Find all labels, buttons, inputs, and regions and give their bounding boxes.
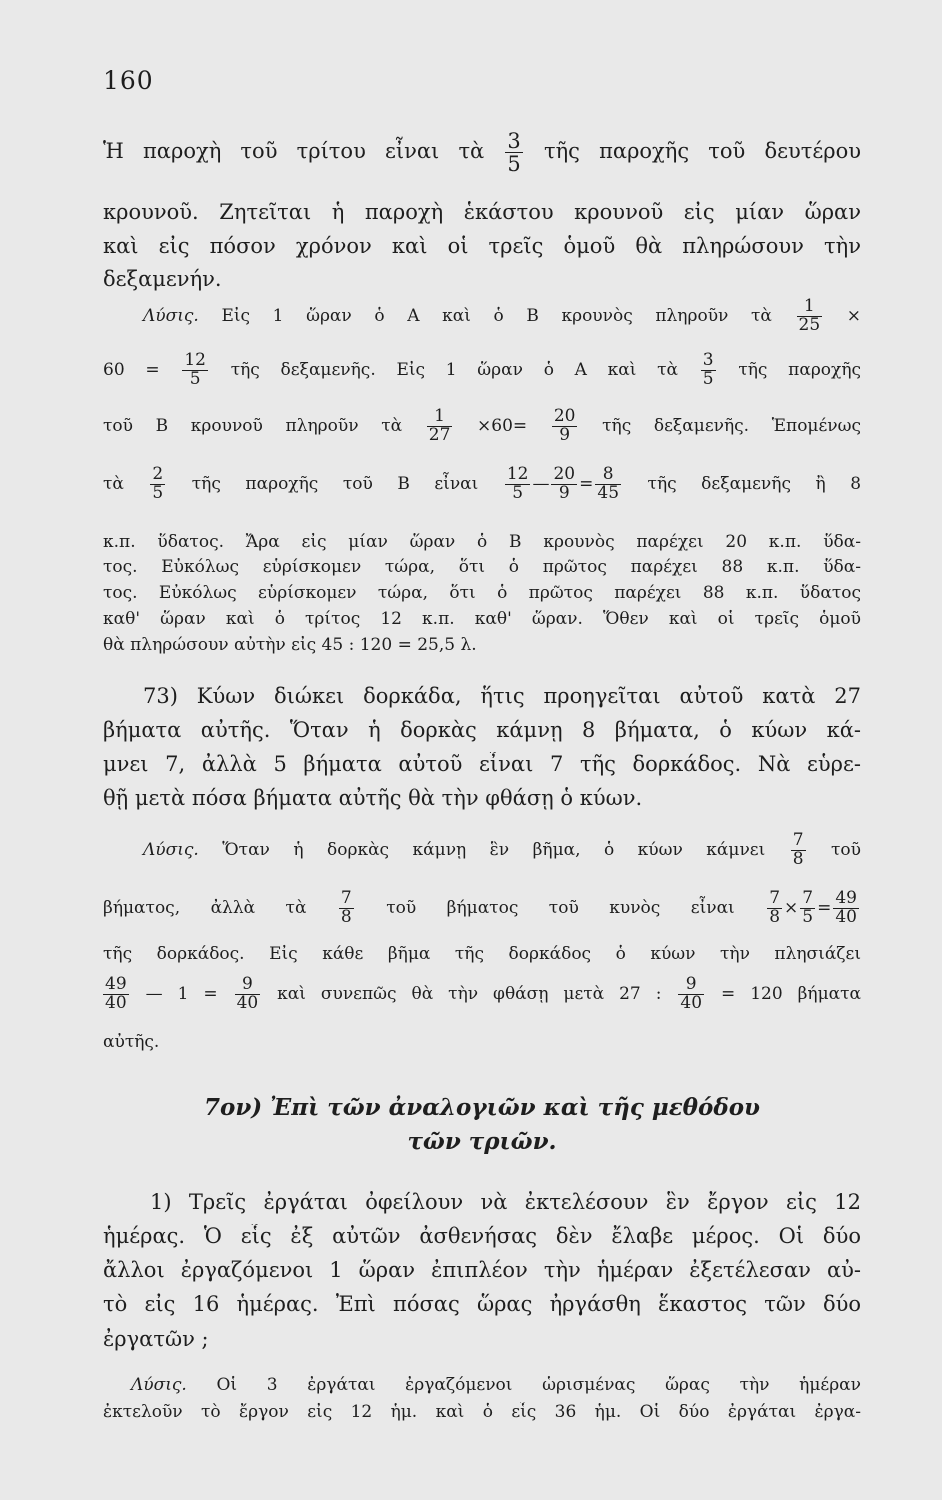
text-line [103, 352, 861, 389]
text-span: καὶ συνεπῶς θὰ τὴν φθάσῃ μετὰ 27 : [277, 983, 662, 1004]
denominator: 40 [105, 992, 127, 1013]
denominator: 5 [507, 152, 521, 176]
denominator: 9 [551, 484, 577, 503]
fraction [339, 890, 354, 927]
fraction [505, 130, 522, 175]
text-line: τος. Εὐκόλως εὑρίσκομεν τώρα, ὅτι ὁ πρῶτος παρέχει 88 κ.π. ὕδα- [103, 557, 861, 577]
text-line [103, 832, 861, 869]
text-span: Ὅταν ἡ δορκὰς κάμνῃ ἓν βῆμα, ὁ κύων κάμνει [222, 839, 766, 860]
fraction [552, 408, 578, 445]
text-span: τῆς δεξαμενῆς ἢ 8 [647, 473, 861, 494]
denominator: 8 [769, 906, 781, 927]
numerator: 20 [553, 466, 576, 484]
numerator: 1 [803, 298, 815, 316]
text-span: τοῦ Β κρουνοῦ πληροῦν τὰ [103, 415, 403, 436]
text-span: τῆς δεξαμενῆς. Ἑπομένως [602, 415, 861, 436]
fraction [701, 352, 716, 389]
fraction [505, 466, 531, 503]
text-line: βήματα αὐτῆς. Ὅταν ἡ δορκὰς κάμνῃ 8 βήματα, ὁ κύων κά- [103, 718, 861, 742]
text-line: 73) Κύων διώκει δορκάδα, ἥτις προηγεῖται αὐτοῦ κατὰ 27 [143, 684, 861, 708]
fraction [678, 976, 704, 1013]
solution-label: Λύσις. [143, 839, 199, 860]
fraction [551, 466, 577, 503]
text-span: — 1 = [145, 983, 218, 1004]
denominator: 40 [236, 992, 259, 1013]
text-line: ἐργατῶν ; [103, 1327, 209, 1351]
text-span: 60 = [103, 359, 160, 380]
fraction [767, 890, 782, 927]
fraction [427, 408, 453, 445]
numerator: 12 [506, 466, 529, 484]
text-span: ×60= [477, 415, 528, 436]
denominator: 5 [505, 484, 531, 503]
section-title-line-1: 7ον) Ἐπὶ τῶν ἀναλογιῶν καὶ τῆς μεθόδου [203, 1094, 761, 1121]
text-line [103, 976, 861, 1013]
fraction [800, 890, 815, 927]
text-line [103, 466, 861, 503]
text-line: 1) Τρεῖς ἐργάται ὀφείλουν νὰ ἐκτελέσουν ἓν ἔργον εἰς 12 [150, 1190, 861, 1214]
solution-label: Λύσις. [143, 305, 199, 326]
numerator: 1 [434, 408, 445, 426]
numerator: 7 [340, 890, 352, 908]
fraction [150, 466, 165, 503]
text-span: τῆς παροχῆς τοῦ δευτέρου [543, 139, 861, 164]
text-span: τοῦ [831, 839, 861, 860]
fraction [791, 832, 806, 869]
section-title-line-2: τῶν τριῶν. [407, 1128, 557, 1155]
numerator: 3 [702, 352, 714, 370]
text-span: τῆς παροχῆς [738, 359, 861, 380]
text-span: βήματος, ἀλλὰ τὰ [103, 897, 307, 918]
numerator: 3 [507, 130, 521, 153]
text-line: θῇ μετὰ πόσα βήματα αὐτῆς θὰ τὴν φθάσῃ ὁ κύων. [103, 786, 643, 810]
text-span: — [532, 473, 550, 494]
numerator: 9 [241, 976, 253, 994]
denominator: 8 [340, 906, 352, 927]
numerator: 12 [184, 352, 206, 370]
text-line: μνει 7, ἀλλὰ 5 βήματα αὐτοῦ εἶναι 7 τῆς δορκάδος. Νὰ εὑρε- [103, 752, 861, 776]
text-line: τῆς δορκάδος. Εἰς κάθε βῆμα τῆς δορκάδος ὁ κύων τὴν πλησιάζει [103, 944, 861, 964]
text-line [103, 408, 861, 445]
fraction [182, 352, 208, 389]
denominator: 5 [702, 368, 714, 389]
text-span: Εἰς 1 ὥραν ὁ Α καὶ ὁ Β κρουνὸς πληροῦν τὰ [221, 305, 772, 326]
text-span: = [817, 897, 832, 918]
text-line: τος. Εὐκόλως εὑρίσκομεν τώρα, ὅτι ὁ πρῶτος παρέχει 88 κ.π. ὕδατος [103, 583, 861, 603]
text-span: × [784, 897, 799, 918]
text-line: θὰ πληρώσουν αὐτὴν εἰς 45 : 120 = 25,5 λ. [103, 635, 477, 655]
denominator: 45 [597, 482, 620, 503]
numerator: 7 [792, 832, 804, 850]
text-line: δεξαμενήν. [103, 267, 222, 291]
denominator: 5 [802, 906, 814, 927]
text-span: = [579, 473, 594, 494]
text-span: Ἡ παροχὴ τοῦ τρίτου εἶναι τὰ [103, 139, 485, 164]
text-span: τῆς δεξαμενῆς. Εἰς 1 ὥραν ὁ Α καὶ τὰ [230, 359, 679, 380]
numerator: 9 [685, 976, 697, 994]
denominator: 5 [182, 370, 208, 389]
text-span: τῆς παροχῆς τοῦ Β εἶναι [191, 473, 479, 494]
text-span: τὰ [103, 473, 124, 494]
text-line: αὐτῆς. [103, 1032, 160, 1052]
numerator: 7 [802, 890, 814, 908]
solution-label: Λύσις. [131, 1375, 187, 1395]
text-line [103, 1375, 861, 1395]
denominator: 9 [552, 426, 578, 445]
text-line: καὶ εἰς πόσον χρόνον καὶ οἱ τρεῖς ὁμοῦ θὰ πληρώσουν τὴν [103, 234, 861, 258]
numerator: 49 [105, 976, 127, 994]
text-line [103, 890, 861, 927]
text-line: κρουνοῦ. Ζητεῖται ἡ παροχὴ ἑκάστου κρουνοῦ εἰς μίαν ὥραν [103, 200, 861, 224]
denominator: 25 [798, 314, 821, 335]
text-line [103, 298, 861, 335]
text-line [103, 130, 861, 175]
text-line: ἄλλοι ἐργαζόμενοι 1 ὥραν ἐπιπλέον τὴν ἡμέραν ἐξετέλεσαν αὐ- [103, 1258, 861, 1282]
denominator: 8 [792, 848, 804, 869]
numerator: 20 [553, 408, 576, 426]
denominator: 5 [152, 482, 164, 503]
numerator: 7 [769, 890, 781, 908]
text-span: = 120 βήματα [721, 983, 861, 1004]
denominator: 27 [428, 424, 451, 445]
numerator: 2 [152, 466, 164, 484]
text-span: Οἱ 3 ἐργάται ἐργαζόμενοι ὡρισμένας ὥρας τὴν ἡμέραν [216, 1375, 861, 1395]
text-span: × [846, 305, 861, 326]
text-line: καθ' ὥραν καὶ ὁ τρίτος 12 κ.π. καθ' ὥραν. Ὅθεν καὶ οἱ τρεῖς ὁμοῦ [103, 609, 861, 629]
fraction [797, 298, 823, 335]
fraction [235, 976, 261, 1013]
page-number: 160 [103, 66, 154, 95]
text-line: ἐκτελοῦν τὸ ἔργον εἰς 12 ἡμ. καὶ ὁ εἷς 36 ἡμ. Οἱ δύο ἐργάται ἐργα- [103, 1402, 861, 1422]
text-line: κ.π. ὕδατος. Ἄρα εἰς μίαν ὥραν ὁ Β κρουνὸς παρέχει 20 κ.π. ὕδα- [103, 532, 861, 552]
text-line: ἡμέρας. Ὁ εἷς ἐξ αὐτῶν ἀσθενήσας δὲν ἔλαβε μέρος. Οἱ δύο [103, 1224, 861, 1248]
denominator: 40 [680, 992, 703, 1013]
fraction [833, 890, 859, 927]
fraction [595, 466, 621, 503]
text-line: τὸ εἰς 16 ἡμέρας. Ἐπὶ πόσας ὥρας ἠργάσθη ἕκαστος τῶν δύο [103, 1292, 861, 1316]
numerator: 8 [602, 466, 614, 484]
text-span: τοῦ βήματος τοῦ κυνὸς εἶναι [386, 897, 735, 918]
numerator: 49 [835, 890, 857, 908]
fraction [103, 976, 129, 1013]
denominator: 40 [835, 906, 857, 927]
